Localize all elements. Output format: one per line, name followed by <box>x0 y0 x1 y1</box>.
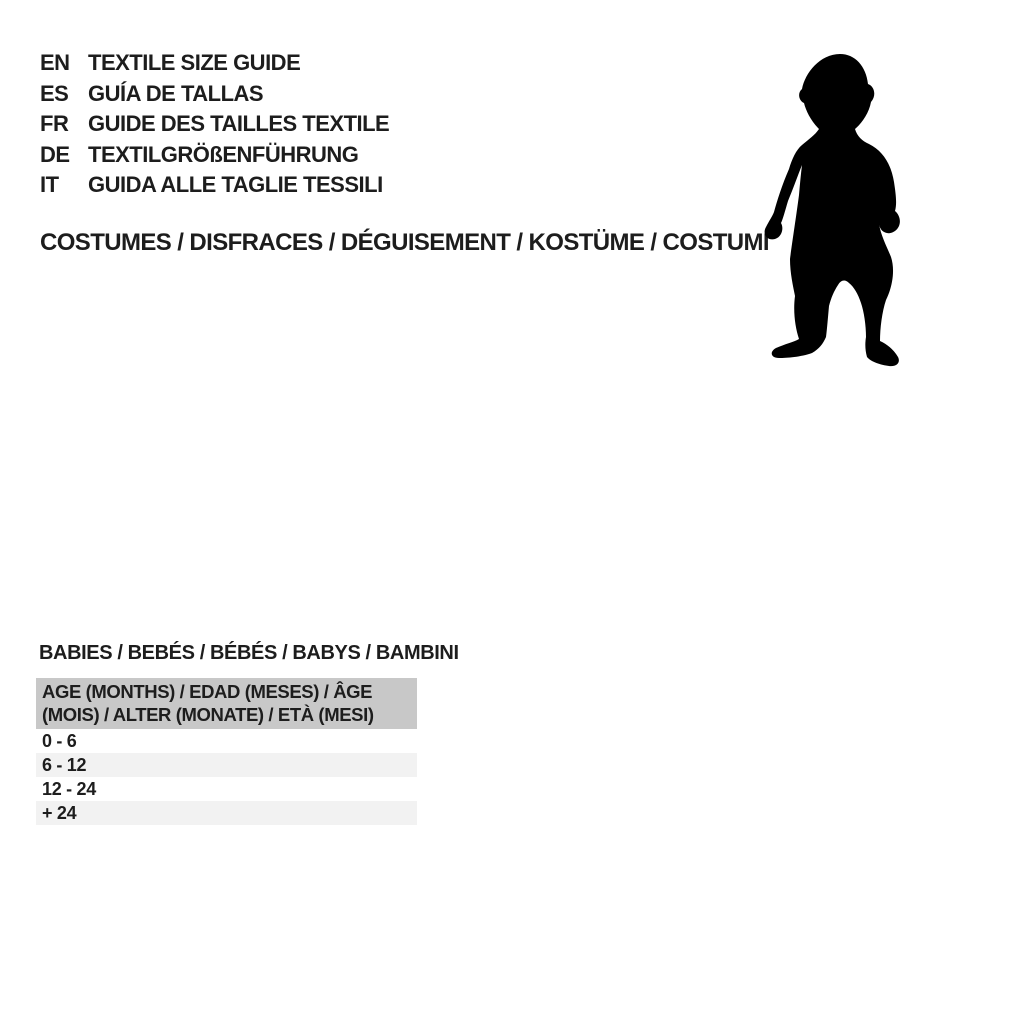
section-title-babies: BABIES / BEBÉS / BÉBÉS / BABYS / BAMBINI <box>39 642 459 664</box>
baby-silhouette-icon <box>750 40 930 380</box>
language-code: FR <box>40 111 69 137</box>
category-title: COSTUMES / DISFRACES / DÉGUISEMENT / KOSTÜME / COSTUMI <box>40 229 769 256</box>
language-label: GUÍA DE TALLAS <box>88 80 264 106</box>
age-table-header: AGE (MONTHS) / EDAD (MESES) / ÂGE (MOIS) / ALTER (MONATE) / ETÀ (MESI) <box>36 678 417 729</box>
table-row: 6 - 12 <box>36 753 417 777</box>
language-code: IT <box>40 172 59 198</box>
language-legend <box>40 48 389 201</box>
table-row: 12 - 24 <box>36 777 417 801</box>
language-row-it <box>40 170 389 201</box>
language-code: EN <box>40 50 70 76</box>
table-row: 0 - 6 <box>36 729 417 753</box>
language-label: GUIDE DES TAILLES TEXTILE <box>88 111 390 137</box>
language-label: TEXTILE SIZE GUIDE <box>88 50 301 76</box>
language-row-es <box>40 79 389 110</box>
language-row-fr <box>40 109 389 140</box>
language-row-en <box>40 48 389 79</box>
language-label: GUIDA ALLE TAGLIE TESSILI <box>88 172 383 198</box>
language-code: ES <box>40 80 69 106</box>
language-code: DE <box>40 141 70 167</box>
language-row-de <box>40 140 389 171</box>
table-row: + 24 <box>36 801 417 825</box>
age-size-table <box>36 678 417 825</box>
language-label: TEXTILGRÖßENFÜHRUNG <box>88 141 359 167</box>
